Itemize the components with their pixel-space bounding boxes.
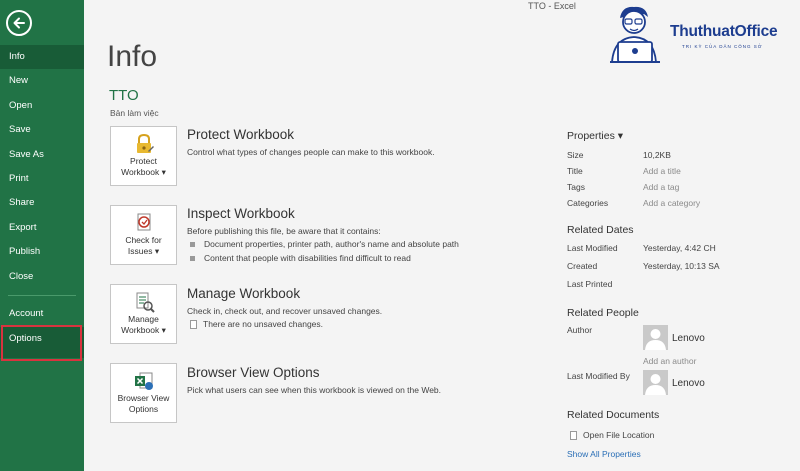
browser-view-options-title: Browser View Options (187, 365, 320, 380)
prop-label-last-printed: Last Printed (567, 279, 613, 289)
prop-label-categories: Categories (567, 198, 609, 208)
protect-workbook-desc: Control what types of changes people can make to this workbook. (187, 147, 435, 157)
document-icon (190, 320, 197, 329)
inspect-workbook-desc: Before publishing this file, be aware that it contains: (187, 226, 381, 236)
prop-label-created: Created (567, 261, 598, 271)
inspect-bullet: Content that people with disabilities find difficult to read (190, 253, 411, 263)
nav-divider (8, 295, 76, 296)
brand-tagline: TRI KỲ CỦA DÂN CÔNG SỞ (682, 44, 763, 49)
bullet-square-icon (190, 242, 195, 247)
person-icon (643, 325, 668, 350)
properties-dropdown[interactable]: Properties ▾ (567, 130, 624, 142)
excel-web-icon (133, 370, 155, 392)
manage-bullet: There are no unsaved changes. (190, 319, 323, 329)
page-title: Info (107, 40, 158, 73)
tags-input[interactable]: Add a tag (643, 182, 680, 192)
check-for-issues-label: Check for Issues ▾ (125, 235, 162, 256)
manage-workbook-desc: Check in, check out, and recover unsaved changes. (187, 306, 383, 316)
related-dates-heading: Related Dates (567, 224, 634, 236)
inspect-workbook-title: Inspect Workbook (187, 206, 295, 221)
brand-name: ThuthuatOffice (670, 23, 778, 40)
browser-view-options-desc: Pick what users can see when this workbook is viewed on the Web. (187, 385, 442, 395)
modifier-name[interactable]: Lenovo (672, 378, 705, 389)
manage-workbook-title: Manage Workbook (187, 286, 301, 301)
nav-options[interactable]: Options (0, 327, 84, 358)
check-for-issues-button[interactable] (110, 205, 177, 265)
protect-workbook-button[interactable] (110, 126, 177, 186)
prop-value-created: Yesterday, 10:13 SA (643, 261, 720, 271)
back-button[interactable] (6, 10, 32, 36)
related-people-heading: Related People (567, 307, 639, 319)
inspect-bullet: Document properties, printer path, author's name and absolute path (190, 239, 459, 249)
document-name: TTO (109, 87, 139, 104)
office-worker-icon (604, 4, 668, 66)
author-name[interactable]: Lenovo (672, 333, 705, 344)
show-all-properties-link[interactable]: Show All Properties (567, 449, 641, 459)
bullet-square-icon (190, 256, 195, 261)
brand-logo (604, 4, 800, 66)
folder-document-icon (570, 431, 577, 440)
arrow-left-icon (12, 16, 26, 30)
open-file-location-link[interactable]: Open File Location (570, 430, 654, 440)
prop-value-size: 10,2KB (643, 150, 671, 160)
nav-share[interactable]: Share (9, 197, 35, 208)
categories-input[interactable]: Add a category (643, 198, 701, 208)
browser-view-options-button[interactable] (110, 363, 177, 423)
modifier-avatar (643, 370, 668, 395)
lock-icon (133, 133, 155, 155)
window-title: TTO - Excel (528, 1, 576, 11)
protect-workbook-title: Protect Workbook (187, 127, 295, 142)
nav-info[interactable]: Info (0, 45, 84, 69)
add-author-input[interactable]: Add an author (643, 356, 697, 366)
browser-view-options-label: Browser View Options (117, 393, 170, 414)
nav-publish[interactable]: Publish (9, 246, 41, 257)
person-icon (643, 370, 668, 395)
manage-workbook-button[interactable] (110, 284, 177, 344)
inspect-document-icon (133, 212, 155, 234)
nav-save[interactable]: Save (9, 124, 31, 135)
related-documents-heading: Related Documents (567, 409, 660, 421)
prop-value-last-modified: Yesterday, 4:42 CH (643, 243, 716, 253)
manage-document-icon (133, 291, 155, 313)
protect-workbook-label: Protect Workbook ▾ (121, 156, 166, 177)
nav-close[interactable]: Close (9, 271, 34, 282)
nav-export[interactable]: Export (9, 222, 37, 233)
nav-print[interactable]: Print (9, 173, 29, 184)
author-avatar (643, 325, 668, 350)
nav-new[interactable]: New (9, 75, 29, 86)
prop-label-author: Author (567, 325, 593, 335)
document-location: Bản làm việc (110, 108, 159, 118)
prop-label-size: Size (567, 150, 584, 160)
nav-open[interactable]: Open (9, 100, 33, 111)
prop-label-title: Title (567, 166, 583, 176)
prop-label-last-modified-by: Last Modified By (567, 371, 630, 381)
nav-account[interactable]: Account (9, 308, 44, 319)
manage-workbook-label: Manage Workbook ▾ (121, 314, 166, 335)
nav-save-as[interactable]: Save As (9, 149, 44, 160)
backstage-sidebar (0, 0, 84, 471)
prop-label-tags: Tags (567, 182, 585, 192)
title-input[interactable]: Add a title (643, 166, 681, 176)
prop-label-last-modified: Last Modified (567, 243, 618, 253)
